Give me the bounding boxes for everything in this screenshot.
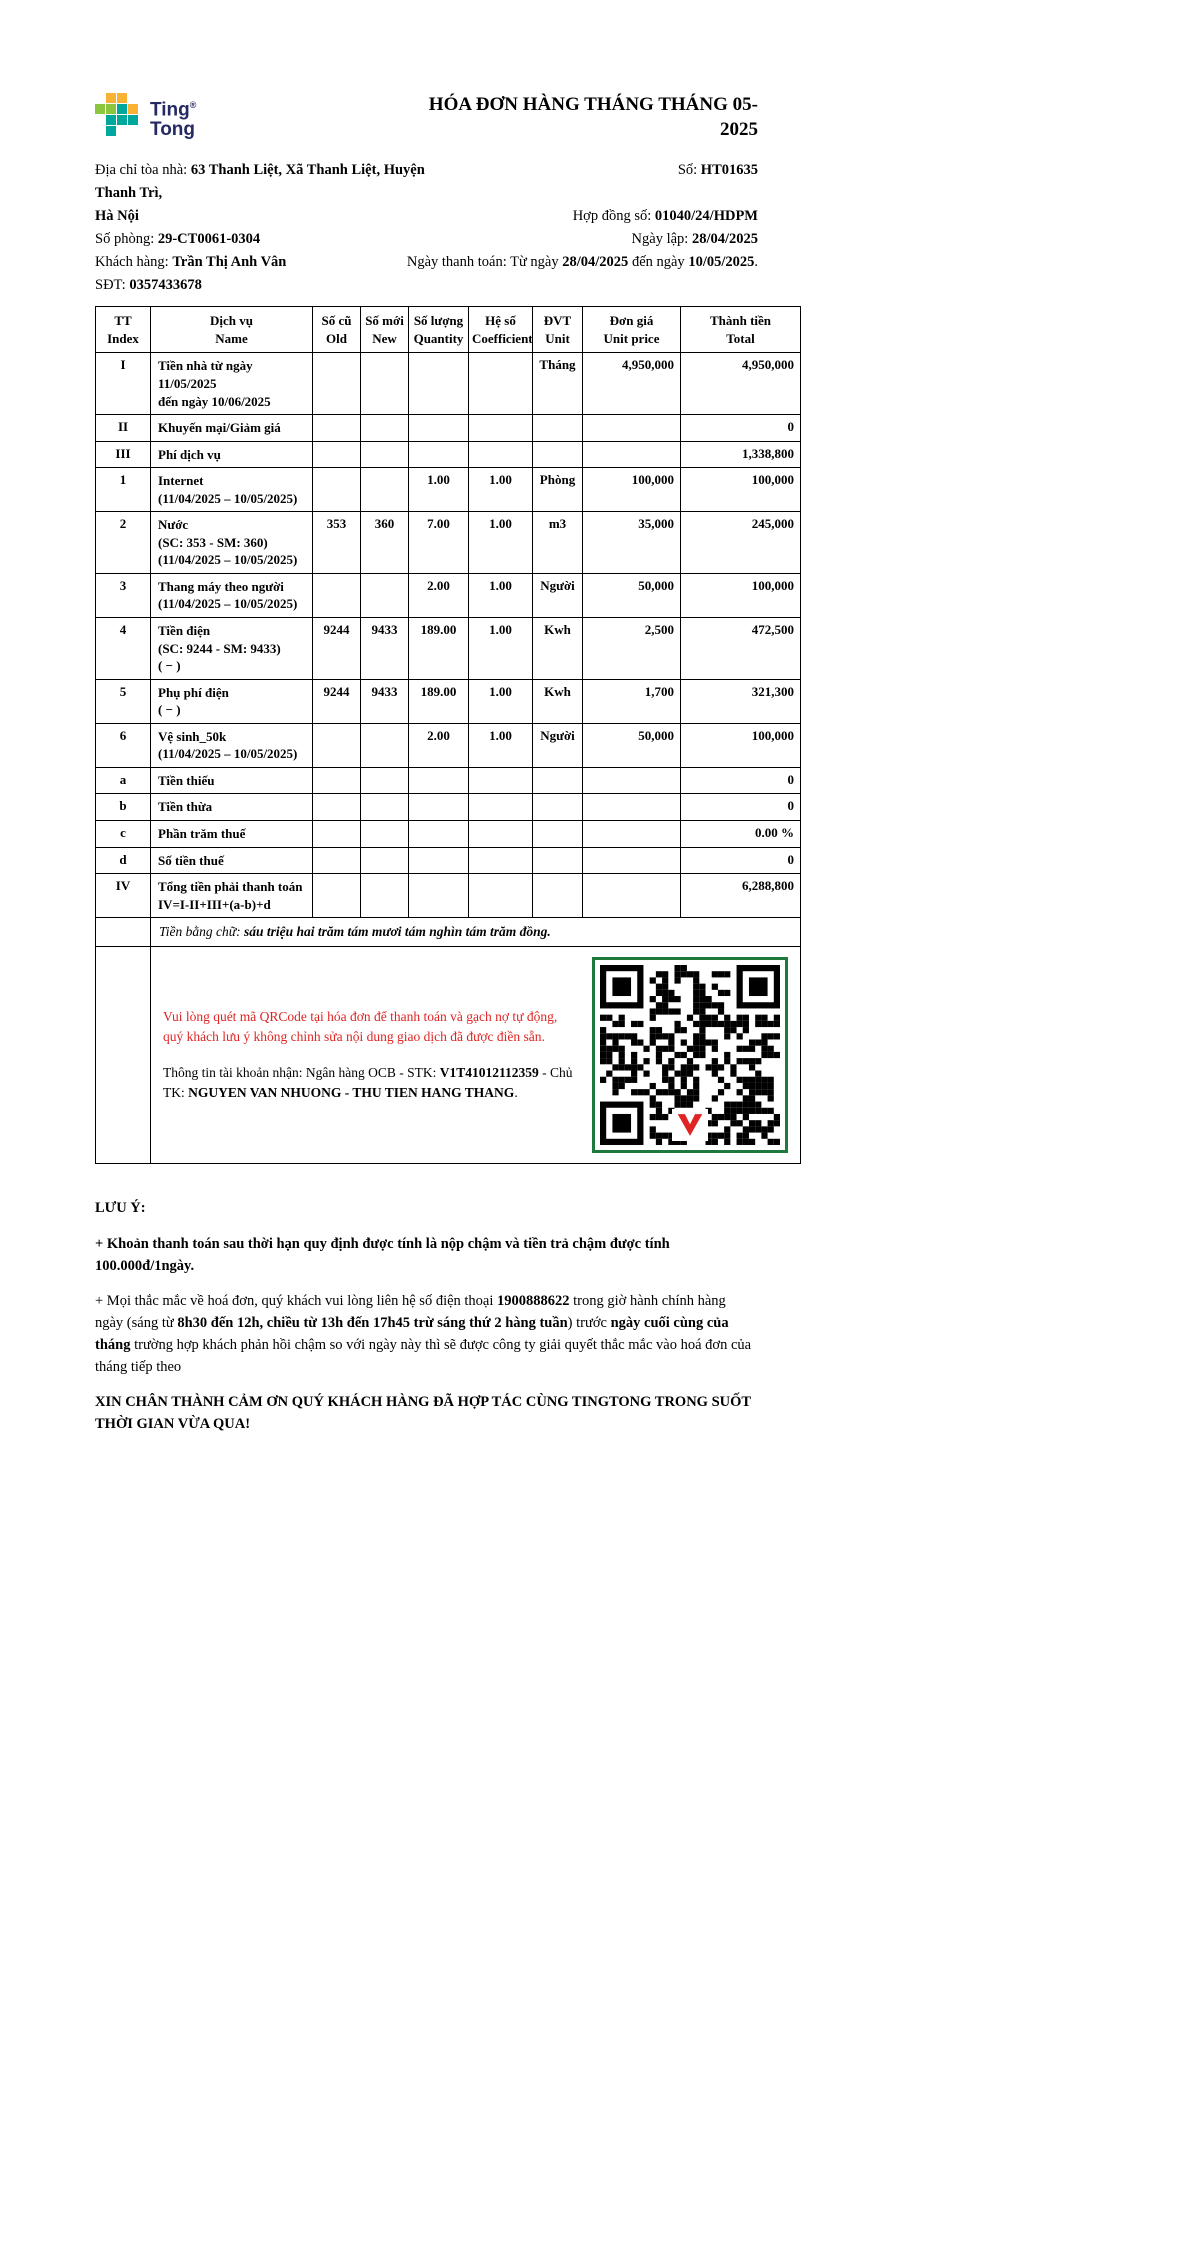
- qr-code: [592, 957, 788, 1153]
- table-row: [96, 353, 801, 415]
- cell-old: [313, 573, 361, 617]
- cell-price: 1,700: [583, 679, 681, 723]
- cell-total: 1,338,800: [681, 441, 801, 468]
- registered-mark: ®: [189, 100, 197, 110]
- cell-price: 4,950,000: [583, 353, 681, 415]
- cell-coeff: [469, 441, 533, 468]
- room-number: Số phòng: 29-CT0061-0304: [95, 231, 261, 248]
- column-header: Đơn giá Unit price: [583, 307, 681, 353]
- cell-qty: [409, 820, 469, 847]
- cell-old: [313, 723, 361, 767]
- cell-idx: 2: [96, 512, 151, 574]
- cell-idx: IV: [96, 874, 151, 918]
- invoice-number: Số: HT01635: [677, 162, 758, 179]
- service-name: Phí dịch vụ: [151, 441, 313, 468]
- cell-coeff: 1.00: [469, 618, 533, 680]
- cell-total: 245,000: [681, 512, 801, 574]
- cell-qty: 1.00: [409, 468, 469, 512]
- column-header: Hệ số Coefficient: [469, 307, 533, 353]
- cell-idx: III: [96, 441, 151, 468]
- cell-price: [583, 847, 681, 874]
- cell-idx: c: [96, 820, 151, 847]
- cell-total: 4,950,000: [681, 353, 801, 415]
- cell-new: [361, 353, 409, 415]
- info-row: [95, 159, 758, 205]
- info-row: [95, 205, 758, 228]
- cell-total: 100,000: [681, 573, 801, 617]
- notes-heading: LƯU Ý:: [95, 1200, 146, 1217]
- cell-price: [583, 874, 681, 918]
- logo-word-1: Ting: [150, 99, 190, 121]
- note-late-payment: + Khoản thanh toán sau thời hạn quy định được tính là nộp chậm và tiền trả chậm được tính 100.000đ/1ngày.: [95, 1235, 670, 1274]
- table-row: [96, 512, 801, 574]
- cell-price: 50,000: [583, 573, 681, 617]
- cell-qty: [409, 767, 469, 794]
- table-row: [96, 874, 801, 918]
- cell-total: 0: [681, 794, 801, 821]
- cell-unit: [533, 767, 583, 794]
- cell-new: [361, 441, 409, 468]
- service-name: Tiền thừa: [151, 794, 313, 821]
- cell-old: [313, 794, 361, 821]
- cell-idx: 6: [96, 723, 151, 767]
- notes-section: [95, 1198, 753, 1436]
- cell-qty: 7.00: [409, 512, 469, 574]
- service-name: Tiền nhà từ ngày 11/05/2025 đến ngày 10/06/2025: [151, 353, 313, 415]
- tingtong-logo: [95, 93, 196, 140]
- cell-new: 9433: [361, 618, 409, 680]
- cell-unit: Người: [533, 723, 583, 767]
- qr-texts: [163, 1007, 576, 1104]
- cell-old: [313, 847, 361, 874]
- cell-unit: Phòng: [533, 468, 583, 512]
- table-row: [96, 468, 801, 512]
- column-header: TT Index: [96, 307, 151, 353]
- phone-number: SĐT: 0357433678: [95, 277, 202, 294]
- cell-qty: [409, 441, 469, 468]
- table-row: [96, 767, 801, 794]
- cell-idx: d: [96, 847, 151, 874]
- cell-unit: m3: [533, 512, 583, 574]
- service-name: Tiền điện (SC: 9244 - SM: 9433) ( − ): [151, 618, 313, 680]
- cell-new: [361, 874, 409, 918]
- cell-qty: 189.00: [409, 618, 469, 680]
- service-name: Số tiền thuế: [151, 847, 313, 874]
- logo-word-2: Tong: [150, 119, 196, 141]
- table-row: [96, 618, 801, 680]
- service-name: Internet (11/04/2025 – 10/05/2025): [151, 468, 313, 512]
- amount-in-words: Tiền bằng chữ: sáu triệu hai trăm tám mươi tám nghìn tám trăm đồng.: [151, 918, 801, 947]
- cell-new: [361, 820, 409, 847]
- cell-coeff: [469, 794, 533, 821]
- cell-unit: [533, 794, 583, 821]
- column-header: Dịch vụ Name: [151, 307, 313, 353]
- table-row: [96, 679, 801, 723]
- table-row: [96, 794, 801, 821]
- payment-date-range: Ngày thanh toán: Từ ngày 28/04/2025 đến ngày 10/05/2025.: [406, 254, 758, 271]
- service-name: Tiền thiếu: [151, 767, 313, 794]
- note-hotline: + Mọi thắc mắc về hoá đơn, quý khách vui lòng liên hệ số điện thoại 1900888622 trong giờ hành chính hàng ngày (sáng từ 8h30 đến 12h, chiều từ 13h đến 17h45 trừ sáng thứ 2 hàng tuần) trước ngày cuối cùng của tháng trường hợp khách phản hồi chậm so với ngày này thì sẽ được công ty giải quyết thắc mắc vào hoá đơn của tháng tiếp theo: [95, 1293, 752, 1375]
- cell-old: [313, 353, 361, 415]
- cell-old: 9244: [313, 679, 361, 723]
- invoice-info: [95, 159, 758, 297]
- cell-qty: 2.00: [409, 573, 469, 617]
- cell-idx: 4: [96, 618, 151, 680]
- cell-coeff: 1.00: [469, 723, 533, 767]
- issue-date: Ngày lập: 28/04/2025: [631, 231, 758, 248]
- qr-section: [151, 947, 801, 1164]
- cell-total: 0: [681, 847, 801, 874]
- contract-number: Hợp đồng số: 01040/24/HDPM: [572, 208, 758, 225]
- cell-coeff: [469, 353, 533, 415]
- cell-coeff: 1.00: [469, 679, 533, 723]
- cell-coeff: [469, 820, 533, 847]
- invoice-table: [95, 306, 801, 1164]
- service-name: Thang máy theo người (11/04/2025 – 10/05/2025): [151, 573, 313, 617]
- tingtong-logo-text: [150, 93, 196, 140]
- table-row: [96, 820, 801, 847]
- cell-total: 6,288,800: [681, 874, 801, 918]
- cell-unit: [533, 441, 583, 468]
- cell-old: [313, 415, 361, 442]
- qr-instruction-note: Vui lòng quét mã QRCode tại hóa đơn để thanh toán và gạch nợ tự động, quý khách lưu ý không chỉnh sửa nội dung giao dịch đã được điền sẵn.: [163, 1008, 558, 1044]
- cell-idx: b: [96, 794, 151, 821]
- empty-cell: [96, 918, 151, 947]
- invoice-title: HÓA ĐƠN HÀNG THÁNG THÁNG 05-2025: [428, 94, 758, 140]
- cell-qty: [409, 847, 469, 874]
- cell-price: [583, 767, 681, 794]
- cell-total: 472,500: [681, 618, 801, 680]
- cell-idx: a: [96, 767, 151, 794]
- cell-old: 9244: [313, 618, 361, 680]
- cell-coeff: [469, 874, 533, 918]
- cell-idx: 5: [96, 679, 151, 723]
- cell-unit: [533, 415, 583, 442]
- cell-coeff: 1.00: [469, 468, 533, 512]
- cell-unit: Người: [533, 573, 583, 617]
- column-header: ĐVT Unit: [533, 307, 583, 353]
- service-name: Phụ phí điện ( − ): [151, 679, 313, 723]
- cell-total: 321,300: [681, 679, 801, 723]
- cell-idx: I: [96, 353, 151, 415]
- account-info: Thông tin tài khoản nhận: Ngân hàng OCB - STK: V1T41012112359 - Chủ TK: NGUYEN VAN NHUONG - THU TIEN HANG THANG.: [163, 1065, 573, 1101]
- cell-old: [313, 441, 361, 468]
- cell-idx: II: [96, 415, 151, 442]
- cell-total: 0.00 %: [681, 820, 801, 847]
- info-row: [95, 228, 758, 251]
- building-address-line-1: Địa chỉ tòa nhà: 63 Thanh Liệt, Xã Thanh Liệt, Huyện Thanh Trì,: [95, 162, 425, 202]
- cell-price: [583, 441, 681, 468]
- cell-price: [583, 794, 681, 821]
- thank-you-note: XIN CHÂN THÀNH CẢM ƠN QUÝ KHÁCH HÀNG ĐÃ HỢP TÁC CÙNG TINGTONG TRONG SUỐT THỜI GIAN VỪA QUA!: [95, 1394, 751, 1433]
- cell-qty: [409, 415, 469, 442]
- cell-new: [361, 573, 409, 617]
- cell-old: [313, 767, 361, 794]
- cell-new: 360: [361, 512, 409, 574]
- cell-total: 100,000: [681, 468, 801, 512]
- cell-idx: 1: [96, 468, 151, 512]
- invoice-header: [95, 93, 758, 142]
- qr-row: [96, 947, 801, 1164]
- service-name: Khuyến mại/Giảm giá: [151, 415, 313, 442]
- cell-old: 353: [313, 512, 361, 574]
- cell-unit: [533, 874, 583, 918]
- empty-cell: [96, 947, 151, 1164]
- customer-name: Khách hàng: Trần Thị Anh Vân: [95, 254, 287, 271]
- cell-qty: [409, 794, 469, 821]
- column-header: Số cũ Old: [313, 307, 361, 353]
- cell-total: 100,000: [681, 723, 801, 767]
- tingtong-logo-icon: [95, 93, 141, 139]
- info-row: [95, 251, 758, 274]
- amount-in-words-row: [96, 918, 801, 947]
- cell-coeff: [469, 415, 533, 442]
- cell-unit: Kwh: [533, 679, 583, 723]
- cell-price: 100,000: [583, 468, 681, 512]
- cell-unit: [533, 847, 583, 874]
- cell-price: 2,500: [583, 618, 681, 680]
- cell-old: [313, 468, 361, 512]
- table-row: [96, 441, 801, 468]
- cell-qty: [409, 874, 469, 918]
- cell-qty: 2.00: [409, 723, 469, 767]
- cell-coeff: [469, 767, 533, 794]
- cell-unit: Kwh: [533, 618, 583, 680]
- cell-coeff: [469, 847, 533, 874]
- table-row: [96, 573, 801, 617]
- cell-new: [361, 794, 409, 821]
- cell-new: [361, 723, 409, 767]
- cell-new: [361, 847, 409, 874]
- invoice-page: [95, 93, 805, 1450]
- cell-qty: [409, 353, 469, 415]
- cell-idx: 3: [96, 573, 151, 617]
- cell-total: 0: [681, 415, 801, 442]
- column-header: Số lượng Quantity: [409, 307, 469, 353]
- cell-new: [361, 767, 409, 794]
- cell-unit: [533, 820, 583, 847]
- cell-price: [583, 820, 681, 847]
- cell-price: 35,000: [583, 512, 681, 574]
- column-header: Số mới New: [361, 307, 409, 353]
- cell-coeff: 1.00: [469, 512, 533, 574]
- cell-old: [313, 820, 361, 847]
- column-header: Thành tiền Total: [681, 307, 801, 353]
- cell-price: [583, 415, 681, 442]
- table-row: [96, 723, 801, 767]
- table-header-row: [96, 307, 801, 353]
- cell-price: 50,000: [583, 723, 681, 767]
- service-name: Phần trăm thuế: [151, 820, 313, 847]
- cell-new: 9433: [361, 679, 409, 723]
- cell-qty: 189.00: [409, 679, 469, 723]
- service-name: Tổng tiền phải thanh toán IV=I-II+III+(a-b)+d: [151, 874, 313, 918]
- cell-coeff: 1.00: [469, 573, 533, 617]
- cell-unit: Tháng: [533, 353, 583, 415]
- info-row: [95, 274, 758, 297]
- cell-new: [361, 468, 409, 512]
- qr-logo-v-icon: [672, 1109, 708, 1141]
- cell-old: [313, 874, 361, 918]
- service-name: Nước (SC: 353 - SM: 360) (11/04/2025 – 10/05/2025): [151, 512, 313, 574]
- table-row: [96, 847, 801, 874]
- building-address-line-2: Hà Nội: [95, 208, 139, 225]
- cell-total: 0: [681, 767, 801, 794]
- service-name: Vệ sinh_50k (11/04/2025 – 10/05/2025): [151, 723, 313, 767]
- cell-new: [361, 415, 409, 442]
- table-row: [96, 415, 801, 442]
